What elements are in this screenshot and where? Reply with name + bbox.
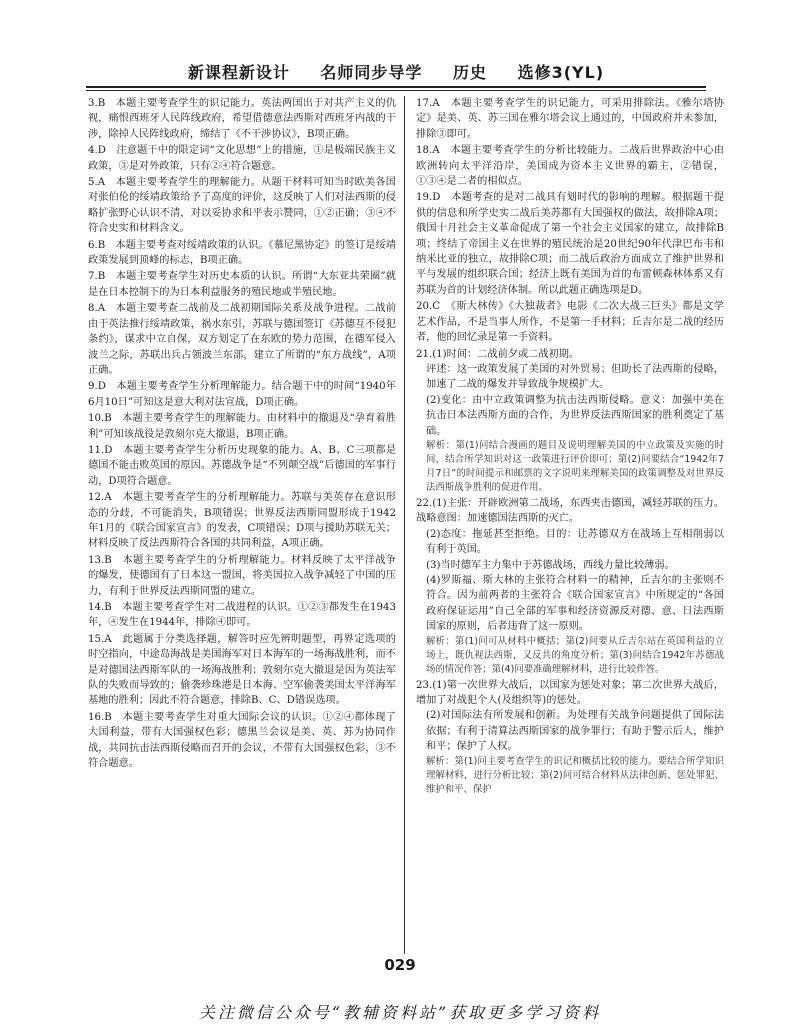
answer-subpart: 评述：这一政策发展了美国的对外贸易；但助长了法西斯的侵略，加速了二战的爆发并导致战争规模扩大。: [426, 363, 724, 391]
answer-text: 3.B 本题主要考查学生的识记能力。英法两国出于对共产主义的仇视，痛恨西班牙人民阵线政府，希望借德意法西斯对西班牙内战的干涉，除掉人民阵线政府，缔结了《不干涉协议》，B项正确。: [88, 98, 396, 140]
answer-item: [414, 96, 724, 142]
header-series: 新课程新设计: [187, 63, 290, 82]
answer-text: 15.A 此题属于分类选择题，解答时应先辨明题型，再界定选项的时空指向，中途岛海战是美国海军对日本海军的一场海战胜利，而不是对德国法西斯军队的一场海战胜利；敦刻尔克大撤退是因为英法军队的失败而导致的；偷袭珍珠港是日本海、空军偷袭美国太平洋海军基地的胜利；因此不符合题意，排除B、C、D错误选项。: [88, 633, 396, 707]
answer-analysis: 解析：第(1)问可从材料中概括；第(2)问要从丘吉尔站在英国利益的立场上，既仇视法西斯，又反共的角度分析；第(3)问结合1942年苏德战场的情况作答；第(4)问要准确理解材料，进行比较作答。: [426, 635, 724, 675]
left-column: [86, 96, 396, 954]
header-subject: 历史: [453, 63, 488, 82]
answer-item: [86, 175, 396, 237]
answer-text: 10.B 本题主要考查学生的理解能力。由材料中的撤退及“孕育着胜利”可知该战役是敦刻尔克大撤退，B项正确。: [88, 413, 396, 440]
answer-item: [86, 143, 396, 174]
answer-item: [86, 301, 396, 378]
answer-item: [86, 553, 396, 599]
header-rule-thin: [86, 90, 706, 91]
answer-item: [86, 238, 396, 269]
answer-subpart: (2)对国际法有所发展和创新。为处理有关战争问题提供了国际法依据；有利于清算法西斯国家的战争罪行；有助于警示后人，维护和平；保护了人权。: [426, 710, 724, 753]
answer-item: [86, 600, 396, 631]
answer-item: [414, 143, 724, 189]
answer-text: 4.D 注意题干中的限定词“文化思想”上的措施，①是极端民族主义政策，③是对外政策，只有②④符合题意。: [88, 145, 396, 172]
answer-item: [86, 490, 396, 552]
answer-item: [86, 632, 396, 709]
answer-text: 12.A 本题主要考查学生的分析理解能力。苏联与美英存在意识形态的分歧，不可能消失，B项错误；世界反法西斯同盟形成于1942年1月的《联合国家宣言》的发表，C项错误；D项与援助苏联无关；材料反映了反法西斯符合各国的共同利益，A项正确。: [88, 492, 396, 550]
answer-item: [86, 96, 396, 142]
answer-text: 13.B 本题主要考查学生的分析理解能力。材料反映了太平洋战争的爆发，使德国有了日本这一盟国，将美国拉入战争减轻了中国的压力，有利于世界反法西斯同盟的建立。: [88, 554, 396, 597]
answer-item: [86, 710, 396, 772]
answer-item: [414, 190, 724, 298]
answer-text: 9.D 本题主要考查学生分析理解能力。结合题干中的时间“1940年6月10日”可知这是意大利对法宣战，D项正确。: [88, 381, 396, 408]
answer-subpart: (4)罗斯福、斯大林的主张符合材料一的精神，丘吉尔的主张则不符合。因为前两者的主张符合《联合国家宣言》中所规定的“各国政府保证运用”自己全部的军事和经济资源反对德、意、日法西斯国家的原则，后者违背了这一原则。: [426, 574, 724, 633]
answer-item: [414, 496, 724, 677]
answer-text: 22.(1)主张：开辟欧洲第二战场，东西夹击德国，减轻苏联的压力。战略意图：加速德国法西斯的灭亡。: [416, 497, 724, 525]
answer-subpart: (3)当时德军主力集中于苏德战场，西线力量比较薄弱。: [426, 559, 675, 571]
answer-item: [86, 379, 396, 410]
answer-text: 17.A 本题主要考查学生的识记能力，可采用排除法。《雅尔塔协定》是美、英、苏三国在雅尔塔会议上通过的，中国政府并未参加，排除③即可。: [416, 98, 724, 140]
answer-subpart: (2)变化：由中立政策调整为抗击法西斯侵略。意义：加强中美在抗击日本法西斯方面的合作，为世界反法西斯国家的胜利奠定了基础。: [426, 394, 724, 437]
answer-item: [414, 678, 724, 797]
column-divider: [404, 96, 405, 954]
answer-text: 18.A 本题主要考查学生的分析比较能力。二战后世界政治中心由欧洲转向太平洋沿岸，美国成为资本主义世界的霸主，②错误，①③④是二者的相似点。: [416, 145, 724, 188]
right-column: [414, 96, 724, 954]
header-subtitle: 名师同步导学: [320, 63, 423, 82]
answer-text: 21.(1)时间：二战前夕或二战初期。: [416, 348, 580, 360]
answer-text: 7.B 本题主要考查学生对历史本质的认识。所谓“大东亚共荣圈”就是在日本控制下的为日本利益服务的殖民地或半殖民地。: [88, 271, 396, 298]
answer-text: 16.B 本题主要考查学生对重大国际会议的认识。①②④都体现了大国利益，带有大国强权色彩；德黑兰会议是美、英、苏为协同作战，共同抗击法西斯侵略而召开的会议，不带有大国强权色彩，③不符合题意。: [88, 711, 396, 770]
answer-text: 20.C 《斯大林传》《大独裁者》电影《二次大战三巨头》都是文学艺术作品，不是当事人所作，不是第一手材料；丘吉尔是二战的经历者，他的回忆录是第一手资料。: [416, 301, 724, 344]
answer-text: 23.(1)第一次世界大战后，以国家为惩处对象；第二次世界大战后，增加了对战犯个人(及组织等)的惩处。: [416, 679, 724, 706]
page-number: 029: [384, 956, 416, 974]
footer-notice: 关注微信公众号“教辅资料站”获取更多学习资料: [198, 1003, 602, 1022]
page-header: [86, 60, 706, 83]
answer-analysis: 解析：第(1)问主要考查学生的识记和概括比较的能力。要结合所学知识理解材料，进行分析比较；第(2)问可结合材料从法律创新、惩处罪犯、维护和平、保护: [426, 755, 724, 795]
answer-text: 6.B 本题主要考查对绥靖政策的认识。《慕尼黑协定》的签订是绥靖政策发展到顶峰的标志，B项正确。: [88, 239, 396, 267]
answer-text: 19.D 本题考查的是对二战具有划时代的影响的理解。根据题干提供的信息和所学史实二战后美苏都有大国强权的做法，故排除A项；俄国十月社会主义革命促成了第一个社会主义国家的建立，故排除B项；终结了帝国主义在世界的殖民统治是20世纪90年代津巴布韦和纳米比亚的独立，故排除C项；而二战后政治方面成立了维护世界和平与发展的组织联合国；经济上既有美国为首的布雷顿森林体系又有苏联为首的计划经济体制。所以此题正确选项是D。: [416, 192, 724, 296]
answer-item: [86, 411, 396, 442]
answer-text: 5.A 本题主要考查学生的理解能力。从题干材料可知当时欧美各国对张伯伦的绥靖政策给予了高度的评价，这反映了人们对法西斯的侵略扩张野心认识不清，对以妥协求和平表示赞同，①②正确；③④不符合史实和材料含义。: [88, 177, 396, 235]
answer-text: 14.B 本题主要考查学生对二战进程的认识。①②③都发生在1943年，④发生在1944年，排除④即可。: [88, 602, 396, 629]
header-edition: 选修3(YL): [517, 63, 605, 82]
answer-item: [414, 347, 724, 495]
answer-subpart: (2)态度：拖延甚至拒绝。目的：让苏德双方在战场上互相削弱以有利于英国。: [426, 528, 724, 556]
answer-item: [414, 299, 724, 345]
answer-analysis: 解析：第(1)问结合漫画的题目及说明理解美国的中立政策及实施的时间，结合所学知识对这一政策进行评价即可；第(2)问要结合“1942年7月7日”的时间提示和邮票的文字说明来理解美国的政策调整及对世界反法西斯战争胜利的促进作用。: [426, 439, 724, 493]
header-rule-thick: [86, 86, 706, 88]
answer-text: 11.D 本题主要考查学生分析历史现象的能力。A、B、C三项都是德国不能击败英国的原因。苏德战争是“不列颠空战”后德国的军事行动，D项符合题意。: [88, 444, 396, 487]
answer-item: [86, 443, 396, 489]
answer-item: [86, 269, 396, 300]
answer-text: 8.A 本题主要考查二战前及二战初期国际关系及战争进程。二战前由于英法推行绥靖政策，祸水东引，苏联与德国签订《苏德互不侵犯条约》，谋求中立自保，双方划定了在东欧的势力范围，在德军侵入波兰之际，苏联出兵占领波兰东部，建立了所谓的“东方战线”，A项正确。: [88, 303, 396, 376]
